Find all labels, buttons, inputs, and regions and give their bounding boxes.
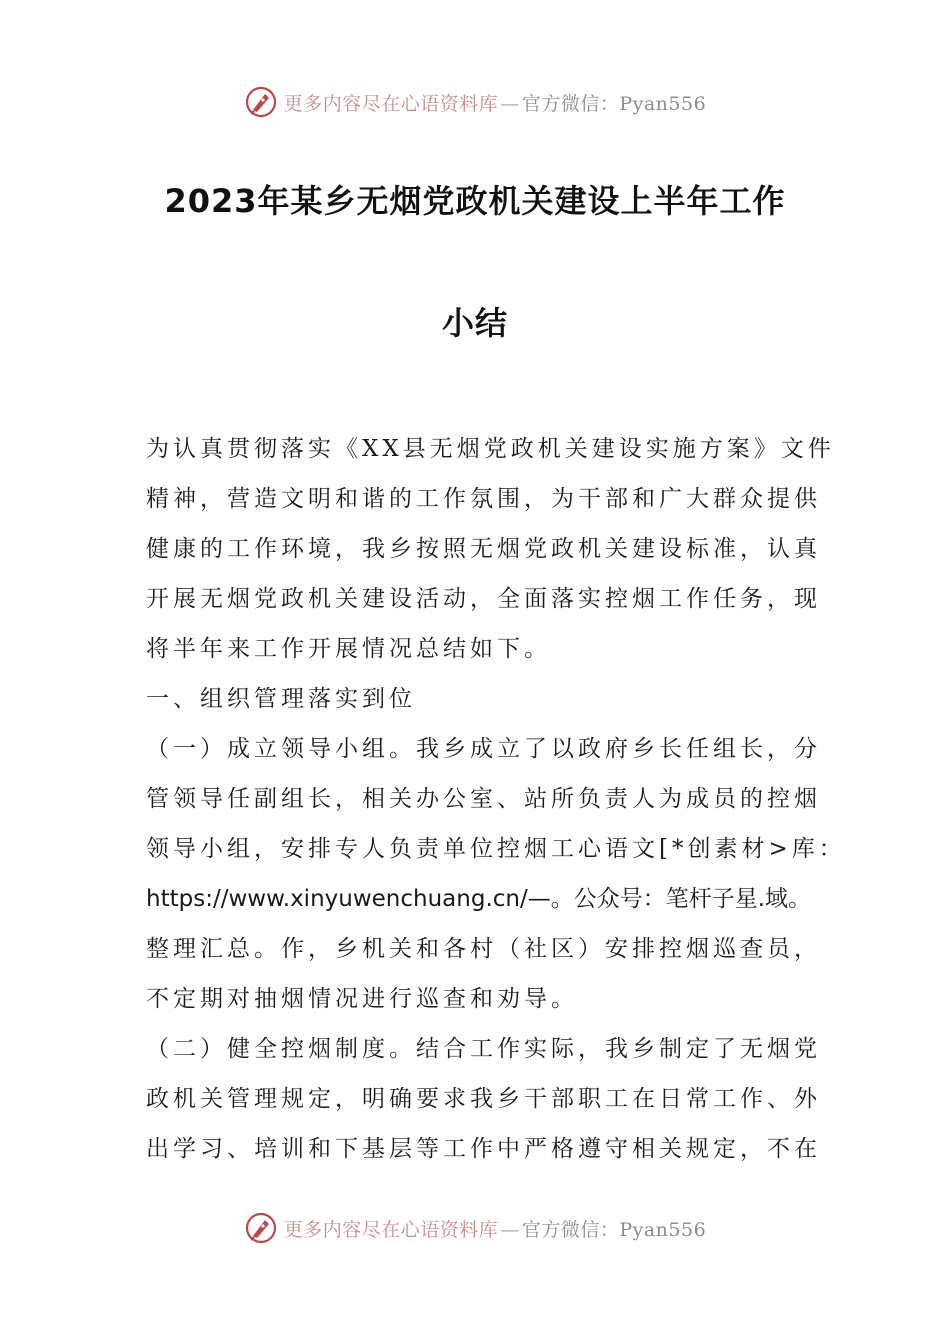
watermark-text [284,1215,706,1242]
body-line: （二）健全控烟制度。结合工作实际，我乡制定了无烟党 [146,1036,821,1062]
watermark-text [284,89,706,116]
watermark-main: 更多内容尽在心语资料库 [283,92,499,115]
document-title-line-2: 小结 [441,304,508,342]
body-line: 将半年来工作开展情况总结如下。 [146,636,551,662]
watermark-dash: — [500,92,520,115]
watermark-dash: — [500,1218,520,1241]
watermark-wechat-id: Pyan556 [619,92,707,115]
watermark-main: 更多内容尽在心语资料库 [283,1218,499,1241]
watermark-wechat-label: 官方微信： [521,1218,620,1241]
body-line: 为认真贯彻落实《XX县无烟党政机关建设实施方案》文件 [146,436,835,462]
body-line: 健康的工作环境，我乡按照无烟党政机关建设标准，认真 [146,536,821,562]
header-watermark [0,82,950,122]
document-title-line-1: 2023年某乡无烟党政机关建设上半年工作 [164,182,786,220]
body-line: 管领导任副组长，相关办公室、站所负责人为成员的控烟 [146,786,821,812]
watermark-wechat-label: 官方微信： [521,92,620,115]
body-line: 整理汇总。作，乡机关和各村（社区）安排控烟巡查员， [146,936,821,962]
pen-nib-circle-icon [244,85,278,119]
body-line-url: https://www.xinyuwenchuang.cn/—。公众号：笔杆子星.域。 [146,886,812,912]
body-line: 精神，营造文明和谐的工作氛围，为干部和广大群众提供 [146,486,821,512]
body-line: 领导小组，安排专人负责单位控烟工心语文[*创素材>库： [146,836,846,862]
body-line: 出学习、培训和下基层等工作中严格遵守相关规定，不在 [146,1136,821,1162]
body-line: 开展无烟党政机关建设活动，全面落实控烟工作任务，现 [146,586,821,612]
document-body [146,424,846,1174]
footer-watermark [0,1208,950,1248]
body-line: 政机关管理规定，明确要求我乡干部职工在日常工作、外 [146,1086,821,1112]
pen-nib-circle-icon [244,1211,278,1245]
body-line: 不定期对抽烟情况进行巡查和劝导。 [146,986,578,1012]
section-heading: 一、组织管理落实到位 [146,686,416,712]
body-line: （一）成立领导小组。我乡成立了以政府乡长任组长，分 [146,736,821,762]
watermark-wechat-id: Pyan556 [619,1218,707,1241]
